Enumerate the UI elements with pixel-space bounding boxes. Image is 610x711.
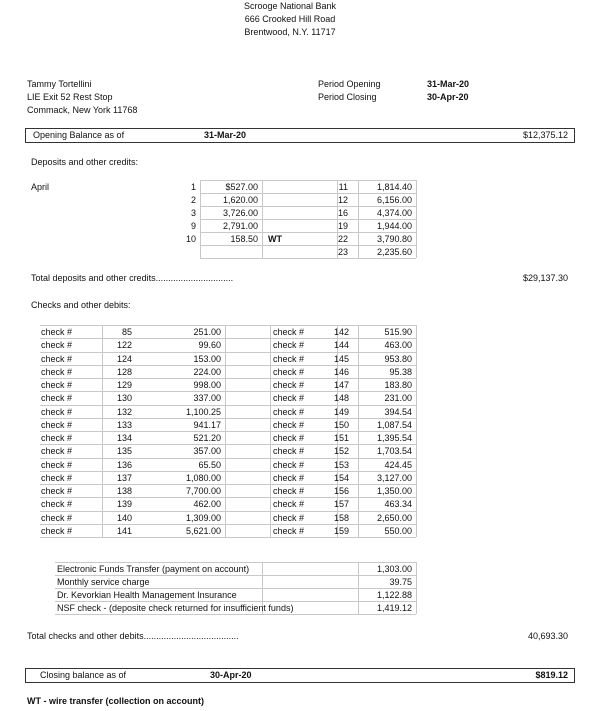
check-label: check # [273, 499, 305, 510]
deposit-amount: 4,374.00 [376, 208, 412, 218]
deposit-amount: 2,791.00 [222, 221, 258, 231]
check-label: check # [41, 393, 73, 404]
check-label: check # [273, 486, 305, 496]
check-amount: 521.20 [193, 433, 221, 443]
footnote: WT - wire transfer (collection on account) [27, 696, 205, 706]
deposit-amount: 1,620.00 [222, 195, 258, 205]
check-number: 134 [116, 433, 132, 443]
opening-balance-amount: $12,375.12 [522, 130, 568, 140]
grid-line [40, 511, 416, 512]
check-label: check # [41, 525, 73, 536]
check-number: 137 [116, 472, 132, 483]
check-amount: 231.00 [384, 393, 412, 404]
deposit-amount: 6,156.00 [376, 195, 412, 205]
check-amount: 550.00 [384, 525, 412, 536]
check-amount: 224.00 [193, 366, 221, 377]
closing-balance-date: 30-Apr-20 [210, 670, 252, 680]
opening-balance-date: 31-Mar-20 [204, 130, 247, 140]
check-number: 154 [333, 472, 349, 483]
check-amount: 953.80 [384, 353, 412, 364]
check-amount: 7,700.00 [185, 486, 221, 496]
grid-line [40, 484, 416, 485]
check-label: check # [273, 525, 305, 536]
grid-line [200, 232, 416, 233]
check-number: 156 [333, 486, 349, 496]
period-opening-date: 31-Mar-20 [427, 79, 470, 89]
check-label: check # [273, 433, 305, 443]
bank-city: Brentwood, N.Y. 11717 [244, 27, 336, 37]
check-label: check # [41, 499, 73, 510]
deposit-day: 16 [337, 208, 348, 218]
check-number: 152 [333, 446, 349, 457]
grid-line [55, 614, 416, 615]
check-label: check # [273, 459, 305, 470]
deposit-day: 1 [190, 182, 196, 192]
check-label: check # [273, 380, 305, 390]
check-label: check # [273, 512, 305, 523]
check-number: 157 [333, 499, 349, 510]
check-number: 144 [333, 340, 349, 351]
check-number: 159 [333, 525, 349, 536]
check-amount: 337.00 [193, 393, 221, 404]
check-amount: 424.45 [384, 459, 412, 470]
deposit-amount: 3,790.80 [376, 234, 412, 244]
check-amount: 1,087.54 [376, 419, 412, 430]
check-label: check # [41, 512, 73, 523]
grid-line [55, 601, 416, 602]
grid-line [40, 405, 416, 406]
grid-line [200, 258, 416, 259]
check-number: 151 [333, 433, 349, 443]
check-amount: 2,650.00 [376, 512, 412, 523]
check-amount: 153.00 [193, 353, 221, 364]
check-amount: 183.80 [384, 380, 412, 390]
debit-description: Electronic Funds Transfer (payment on account) [57, 564, 250, 574]
check-amount: 65.50 [198, 459, 221, 470]
grid-line [416, 562, 417, 614]
check-amount: 998.00 [193, 380, 221, 390]
check-number: 139 [116, 499, 132, 510]
check-label: check # [41, 327, 73, 337]
checks-total-label: Total checks and other debits...................................... [27, 631, 239, 641]
check-amount: 99.60 [198, 340, 221, 351]
check-amount: 3,127.00 [376, 472, 412, 483]
check-label: check # [273, 353, 305, 364]
check-number: 138 [116, 486, 132, 496]
customer-street: LIE Exit 52 Rest Stop [27, 92, 113, 102]
check-amount: 1,309.00 [185, 512, 221, 523]
check-label: check # [273, 472, 305, 483]
period-closing-date: 30-Apr-20 [427, 92, 469, 102]
check-label: check # [273, 446, 305, 457]
check-number: 130 [116, 393, 132, 404]
grid-line [40, 524, 416, 525]
check-amount: 394.54 [384, 406, 412, 417]
grid-line [55, 562, 416, 563]
deposit-amount: 158.50 [230, 234, 258, 244]
grid-line [200, 206, 416, 207]
check-label: check # [41, 353, 73, 364]
check-label: check # [41, 340, 73, 351]
check-label: check # [41, 366, 73, 377]
debit-amount: 1,303.00 [376, 564, 412, 574]
closing-balance-label: Closing balance as of [40, 670, 127, 680]
check-amount: 1,703.54 [376, 446, 412, 457]
grid-line [40, 325, 416, 326]
grid-line [40, 471, 416, 472]
grid-line [416, 325, 417, 537]
check-amount: 357.00 [193, 446, 221, 457]
check-amount: 463.00 [384, 340, 412, 351]
deposit-note: WT [268, 234, 282, 244]
check-label: check # [41, 380, 73, 390]
deposit-amount: 1,944.00 [376, 221, 412, 231]
deposits-total: $29,137.30 [522, 273, 568, 283]
bank-name: Scrooge National Bank [243, 1, 337, 11]
check-label: check # [273, 393, 305, 404]
check-number: 142 [333, 327, 349, 337]
check-label: check # [41, 472, 73, 483]
grid-line [40, 365, 416, 366]
grid-line [40, 458, 416, 459]
check-amount: 462.00 [193, 499, 221, 510]
check-number: 136 [116, 459, 132, 470]
check-label: check # [273, 419, 305, 430]
grid-line [40, 338, 416, 339]
deposit-day: 2 [190, 195, 196, 205]
deposit-day: 10 [185, 234, 196, 244]
check-label: check # [273, 406, 305, 417]
check-label: check # [273, 327, 305, 337]
grid-line [40, 391, 416, 392]
deposit-day: 23 [337, 247, 348, 257]
checks-total: 40,693.30 [527, 631, 568, 641]
check-amount: 1,350.00 [376, 486, 412, 496]
check-amount: 1,080.00 [185, 472, 221, 483]
check-label: check # [273, 366, 305, 377]
check-amount: 515.90 [384, 327, 412, 337]
check-amount: 95.38 [389, 366, 412, 377]
deposits-month: April [31, 182, 50, 192]
grid-line [40, 431, 416, 432]
check-number: 148 [333, 393, 349, 404]
deposits-total-label: Total deposits and other credits............................... [31, 273, 234, 283]
grid-line [55, 588, 416, 589]
check-number: 124 [116, 353, 132, 364]
check-amount: 463.34 [384, 499, 412, 510]
opening-balance-label: Opening Balance as of [33, 130, 125, 140]
grid-line [40, 537, 416, 538]
grid-line [200, 193, 416, 194]
check-label: check # [41, 459, 73, 470]
check-label: check # [41, 419, 73, 430]
check-number: 128 [116, 366, 132, 377]
check-number: 133 [116, 419, 132, 430]
debit-description: NSF check - (deposite check returned for insufficient funds) [57, 603, 294, 613]
grid-line [200, 219, 416, 220]
grid-line [416, 180, 417, 258]
check-number: 135 [116, 446, 132, 457]
checks-heading: Checks and other debits: [31, 300, 131, 310]
grid-line [40, 352, 416, 353]
bank-street: 666 Crooked Hill Road [244, 14, 336, 24]
deposit-day: 11 [338, 182, 348, 192]
debit-description: Dr. Kevorkian Health Management Insurance [57, 590, 237, 600]
debit-amount: 1,419.12 [376, 603, 412, 613]
check-amount: 251.00 [193, 327, 221, 337]
customer-name: Tammy Tortellini [27, 79, 92, 89]
deposit-day: 19 [337, 221, 348, 231]
deposit-day: 12 [337, 195, 348, 205]
check-label: check # [41, 446, 73, 457]
grid-line [40, 418, 416, 419]
deposit-day: 22 [337, 234, 348, 244]
check-amount: 1,395.54 [376, 433, 412, 443]
check-number: 146 [333, 366, 349, 377]
deposit-amount: 1,814.40 [376, 182, 412, 192]
deposit-amount: 3,726.00 [222, 208, 258, 218]
debit-amount: 39.75 [389, 577, 412, 587]
check-amount: 941.17 [193, 419, 221, 430]
check-number: 129 [116, 380, 132, 390]
deposit-day: 3 [190, 208, 196, 218]
grid-line [55, 575, 416, 576]
check-number: 147 [333, 380, 349, 390]
check-number: 85 [121, 327, 132, 337]
deposit-amount: 2,235.60 [376, 247, 412, 257]
closing-balance-amount: $819.12 [535, 670, 568, 680]
period-closing-label: Period Closing [318, 92, 377, 102]
check-number: 141 [116, 525, 132, 536]
debit-description: Monthly service charge [57, 577, 150, 587]
check-number: 145 [333, 353, 349, 364]
deposits-heading: Deposits and other credits: [31, 157, 139, 167]
debit-amount: 1,122.88 [376, 590, 412, 600]
grid-line [40, 444, 416, 445]
grid-line [40, 378, 416, 379]
customer-city: Commack, New York 11768 [27, 105, 138, 115]
check-label: check # [41, 486, 73, 496]
deposit-amount: $527.00 [225, 182, 258, 192]
check-amount: 1,100.25 [185, 406, 221, 417]
check-label: check # [41, 433, 73, 443]
grid-line [40, 497, 416, 498]
check-number: 122 [116, 340, 132, 351]
check-number: 153 [333, 459, 349, 470]
grid-line [200, 245, 416, 246]
check-number: 140 [116, 512, 132, 523]
check-amount: 5,621.00 [185, 525, 221, 536]
check-number: 132 [116, 406, 132, 417]
deposit-day: 9 [190, 221, 196, 231]
check-label: check # [41, 406, 73, 417]
check-number: 158 [333, 512, 349, 523]
period-opening-label: Period Opening [318, 79, 381, 89]
check-label: check # [273, 340, 305, 351]
check-number: 150 [333, 419, 349, 430]
check-number: 149 [333, 406, 349, 417]
grid-line [200, 180, 416, 181]
